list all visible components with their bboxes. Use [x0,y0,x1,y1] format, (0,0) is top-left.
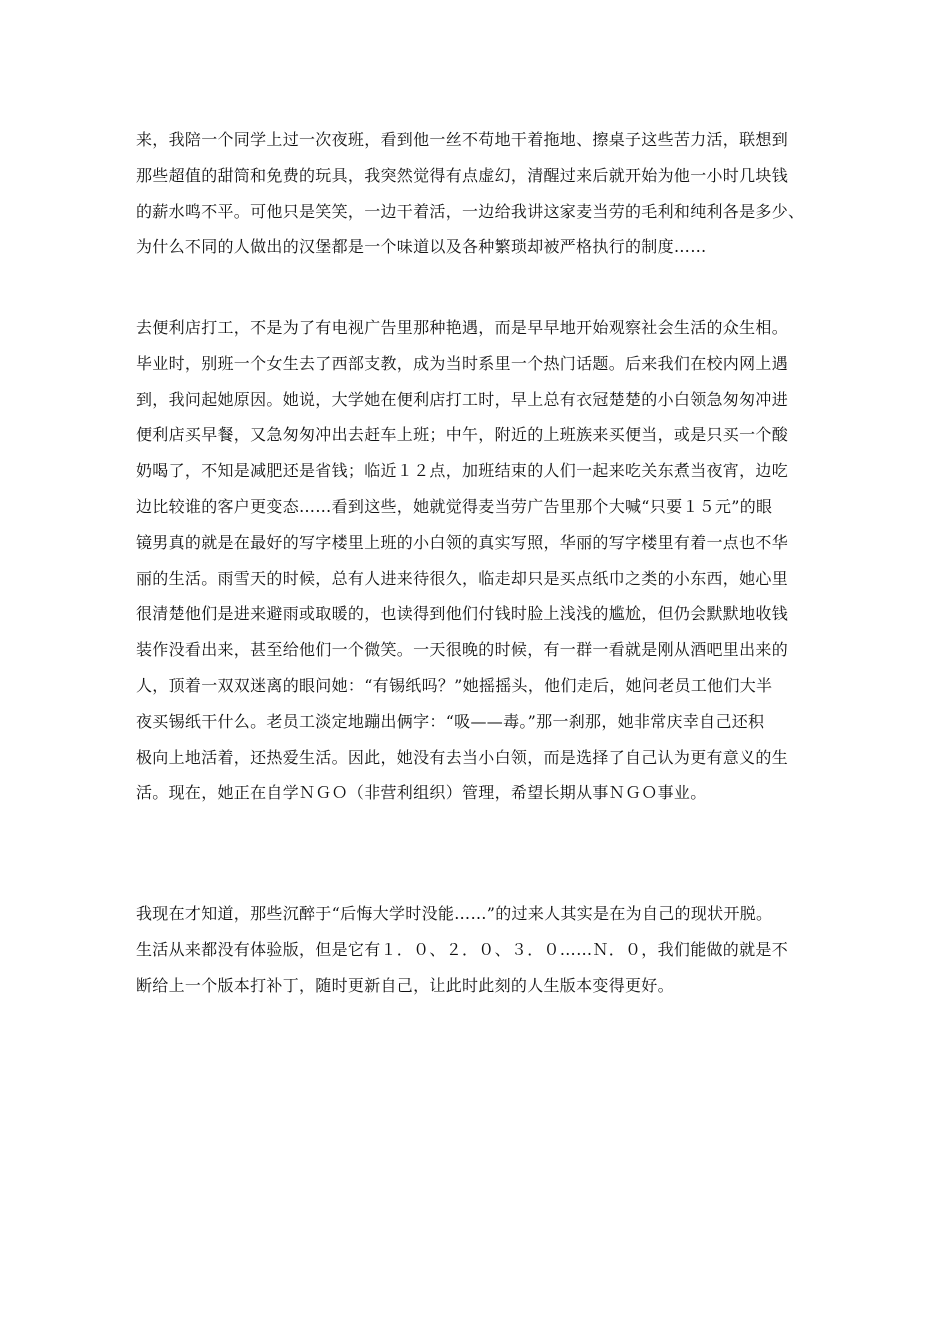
text-line: 活。现在，她正在自学ＮＧＯ（非营利组织）管理，希望长期从事ＮＧＯ事业。 [136,783,707,803]
text-line: 毕业时，别班一个女生去了西部支教，成为当时系里一个热门话题。后来我们在校内网上遇 [136,353,789,373]
text-line: 便利店买早餐，又急匆匆冲出去赶车上班；中午，附近的上班族来买便当，或是只买一个酸 [136,425,789,445]
text-line: 丽的生活。雨雪天的时候，总有人进来待很久，临走却只是买点纸巾之类的小东西，她心里 [136,568,789,588]
text-line: 的薪水鸣不平。可他只是笑笑，一边干着活，一边给我讲这家麦当劳的毛利和纯利各是多少、 [136,201,805,221]
text-line: 为什么不同的人做出的汉堡都是一个味道以及各种繁琐却被严格执行的制度…… [136,237,707,257]
text-line: 到，我问起她原因。她说，大学她在便利店打工时，早上总有衣冠楚楚的小白领急匆匆冲进 [136,389,789,409]
text-line: 奶喝了，不知是减肥还是省钱；临近１２点，加班结束的人们一起来吃关东煮当夜宵，边吃 [136,461,789,481]
text-line: 去便利店打工，不是为了有电视广告里那种艳遇，而是早早地开始观察社会生活的众生相。 [136,318,789,337]
text-line: 我现在才知道，那些沉醉于“后悔大学时没能……”的过来人其实是在为自己的现状开脱。 [136,904,773,923]
paragraph-2 [136,310,826,811]
paragraph-1 [136,122,826,265]
text-line: 来，我陪一个同学上过一次夜班，看到他一丝不苟地干着拖地、擦桌子这些苦力活，联想到 [136,130,789,149]
text-line: 装作没看出来，甚至给他们一个微笑。一天很晚的时候，有一群一看就是刚从酒吧里出来的 [136,640,789,660]
text-line: 断给上一个版本打补丁，随时更新自己，让此时此刻的人生版本变得更好。 [136,975,674,995]
text-line: 镜男真的就是在最好的写字楼里上班的小白领的真实写照，华丽的写字楼里有着一点也不华 [136,532,789,552]
text-line: 很清楚他们是进来避雨或取暖的，也读得到他们付钱时脸上浅浅的尴尬，但仍会默默地收钱 [136,604,789,624]
text-line: 人，顶着一双双迷离的眼问她：“有锡纸吗？”她摇摇头，他们走后，她问老员工他们大半 [136,675,773,695]
paragraph-3 [136,896,826,1003]
text-line: 极向上地活着，还热爱生活。因此，她没有去当小白领，而是选择了自己认为更有意义的生 [136,747,789,767]
text-line: 边比较谁的客户更变态……看到这些，她就觉得麦当劳广告里那个大喊“只要１５元”的眼 [136,496,773,516]
text-line: 生活从来都没有体验版，但是它有１．０、２．０、３．０……Ｎ．０，我们能做的就是不 [136,939,789,959]
text-line: 夜买锡纸干什么。老员工淡定地蹦出俩字：“吸——毒。”那一刹那，她非常庆幸自己还积 [136,711,765,731]
text-line: 那些超值的甜筒和免费的玩具，我突然觉得有点虚幻，清醒过来后就开始为他一小时几块钱 [136,165,789,185]
